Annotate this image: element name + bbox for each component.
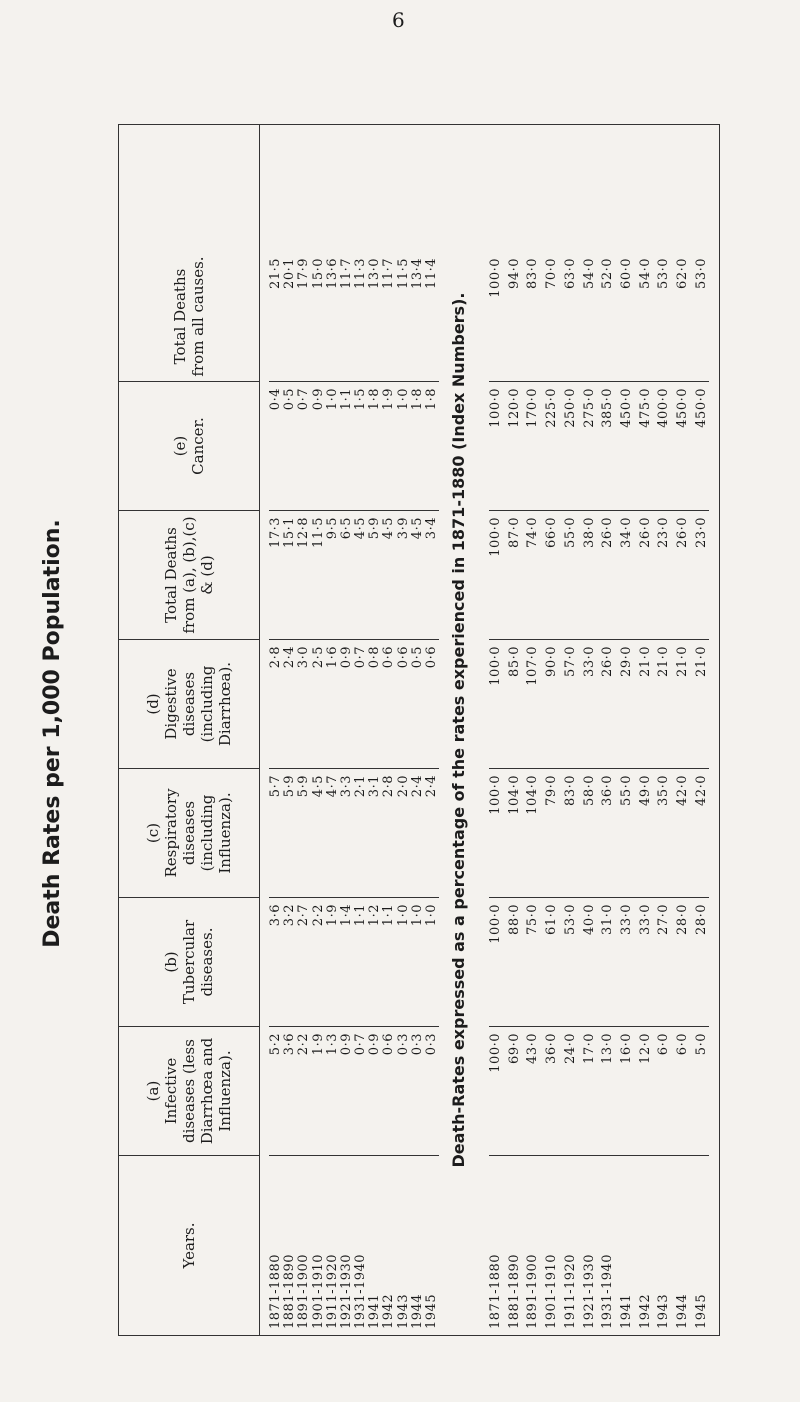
year-cell: 1911-1920 (324, 1253, 340, 1329)
column-label: Respiratory diseases (including Influenza). (162, 788, 234, 878)
year-cell: 1921-1930 (581, 1253, 597, 1329)
value-cell: 26·0 (600, 646, 616, 677)
year-cell: 1941 (619, 1293, 635, 1329)
column-header (119, 897, 259, 1026)
value-cell: 57·0 (562, 646, 578, 677)
value-cell: 0·3 (395, 1033, 411, 1056)
value-cell: 4·5 (381, 517, 397, 540)
value-column-total_abcd (269, 510, 439, 639)
value-cell: 55·0 (562, 517, 578, 548)
value-cell: 385·0 (600, 388, 616, 428)
years-column (269, 1155, 439, 1335)
value-cell: 275·0 (581, 388, 597, 428)
value-cell: 0·6 (395, 646, 411, 669)
value-cell: 33·0 (619, 904, 635, 935)
year-cell: 1871-1880 (268, 1253, 283, 1329)
value-cell: 90·0 (544, 646, 560, 677)
value-cell: 29·0 (619, 646, 635, 677)
value-cell: 100·0 (488, 646, 503, 686)
value-cell: 35·0 (656, 775, 672, 806)
value-cell: 225·0 (544, 388, 560, 428)
value-cell: 61·0 (544, 904, 560, 935)
value-cell: 0·7 (296, 388, 312, 411)
year-cell: 1945 (423, 1293, 439, 1329)
value-cell: 1·1 (353, 904, 369, 927)
value-cell: 1·4 (338, 904, 354, 927)
value-cell: 5·9 (367, 517, 383, 540)
value-cell: 60·0 (619, 258, 635, 289)
value-cell: 3·4 (423, 517, 439, 540)
value-cell: 1·0 (395, 388, 411, 411)
value-cell: 85·0 (506, 646, 522, 677)
value-cell: 2·1 (353, 775, 369, 798)
value-column-c (489, 768, 709, 897)
column-header (119, 1026, 259, 1155)
value-cell: 1·8 (423, 388, 439, 411)
column-header (119, 768, 259, 897)
value-cell: 2·4 (282, 646, 298, 669)
value-cell: 1·2 (367, 904, 383, 927)
column-header (119, 252, 259, 381)
value-cell: 17·3 (268, 517, 283, 548)
value-cell: 1·9 (310, 1033, 326, 1056)
value-cell: 26·0 (637, 517, 653, 548)
index-block (489, 125, 709, 1335)
value-cell: 0·8 (367, 646, 383, 669)
value-column-d (269, 639, 439, 768)
value-cell: 23·0 (693, 517, 709, 548)
year-cell: 1911-1920 (562, 1253, 578, 1329)
value-cell: 38·0 (581, 517, 597, 548)
value-cell: 13·0 (600, 1033, 616, 1064)
value-column-a (269, 1026, 439, 1155)
value-cell: 2·4 (409, 775, 425, 798)
value-cell: 2·2 (296, 1033, 312, 1056)
value-cell: 26·0 (600, 517, 616, 548)
value-cell: 6·0 (675, 1033, 691, 1056)
value-cell: 26·0 (675, 517, 691, 548)
value-cell: 49·0 (637, 775, 653, 806)
value-cell: 52·0 (600, 258, 616, 289)
page-title: Death Rates per 1,000 Population. (40, 519, 65, 948)
value-cell: 250·0 (562, 388, 578, 428)
value-cell: 58·0 (581, 775, 597, 806)
value-cell: 2·8 (381, 775, 397, 798)
value-cell: 0·4 (268, 388, 283, 411)
value-cell: 450·0 (693, 388, 709, 428)
column-label: Years. (180, 1222, 198, 1269)
value-cell: 100·0 (488, 258, 503, 298)
value-cell: 16·0 (619, 1033, 635, 1064)
value-cell: 0·5 (282, 388, 298, 411)
value-cell: 94·0 (506, 258, 522, 289)
value-cell: 13·4 (409, 258, 425, 289)
value-cell: 17·9 (296, 258, 312, 289)
value-cell: 100·0 (488, 1033, 503, 1073)
value-cell: 11·3 (353, 258, 369, 289)
value-cell: 1·6 (324, 646, 340, 669)
value-cell: 33·0 (581, 646, 597, 677)
value-cell: 100·0 (488, 517, 503, 557)
value-cell: 0·9 (310, 388, 326, 411)
value-cell: 3·9 (395, 517, 411, 540)
value-cell: 11·5 (395, 258, 411, 289)
value-cell: 1·8 (409, 388, 425, 411)
page-number: 6 (392, 8, 405, 32)
value-cell: 107·0 (525, 646, 541, 686)
value-cell: 100·0 (488, 388, 503, 428)
value-cell: 1·5 (353, 388, 369, 411)
year-cell: 1881-1890 (506, 1253, 522, 1329)
value-cell: 53·0 (562, 904, 578, 935)
value-cell: 100·0 (488, 775, 503, 815)
column-label: Tubercular diseases. (180, 919, 216, 1005)
value-cell: 27·0 (656, 904, 672, 935)
value-cell: 28·0 (675, 904, 691, 935)
value-cell: 0·3 (409, 1033, 425, 1056)
value-cell: 400·0 (656, 388, 672, 428)
value-cell: 104·0 (506, 775, 522, 815)
year-cell: 1944 (675, 1293, 691, 1329)
value-cell: 83·0 (562, 775, 578, 806)
value-cell: 63·0 (562, 258, 578, 289)
value-cell: 5·7 (268, 775, 283, 798)
value-cell: 36·0 (544, 1033, 560, 1064)
year-cell: 1931-1940 (353, 1253, 369, 1329)
value-cell: 42·0 (675, 775, 691, 806)
value-cell: 70·0 (544, 258, 560, 289)
column-letter: (c) (144, 822, 162, 844)
value-cell: 3·6 (282, 1033, 298, 1056)
value-cell: 20·1 (282, 258, 298, 289)
value-cell: 1·3 (324, 1033, 340, 1056)
column-label: Digestive diseases (including Diarrhœa). (162, 661, 234, 747)
value-cell: 21·0 (693, 646, 709, 677)
value-cell: 3·0 (296, 646, 312, 669)
column-letter: (e) (171, 435, 189, 457)
column-header (119, 510, 259, 639)
value-cell: 9·5 (324, 517, 340, 540)
year-cell: 1942 (637, 1293, 653, 1329)
value-cell: 0·6 (381, 1033, 397, 1056)
column-headers (119, 125, 260, 1335)
value-cell: 12·0 (637, 1033, 653, 1064)
value-cell: 2·2 (310, 904, 326, 927)
value-cell: 5·0 (693, 1033, 709, 1056)
value-column-d (489, 639, 709, 768)
value-cell: 88·0 (506, 904, 522, 935)
value-column-e (269, 381, 439, 510)
value-cell: 1·0 (395, 904, 411, 927)
value-cell: 13·6 (324, 258, 340, 289)
value-cell: 0·9 (338, 646, 354, 669)
value-cell: 28·0 (693, 904, 709, 935)
value-cell: 42·0 (693, 775, 709, 806)
value-cell: 5·2 (268, 1033, 283, 1056)
value-cell: 1·0 (423, 904, 439, 927)
value-cell: 3·3 (338, 775, 354, 798)
value-cell: 40·0 (581, 904, 597, 935)
year-cell: 1931-1940 (600, 1253, 616, 1329)
value-column-c (269, 768, 439, 897)
value-cell: 1·9 (381, 388, 397, 411)
year-cell: 1881-1890 (282, 1253, 298, 1329)
value-cell: 0·7 (353, 1033, 369, 1056)
rotated-table-page (40, 121, 730, 1346)
value-cell: 0·7 (353, 646, 369, 669)
value-cell: 21·0 (656, 646, 672, 677)
column-letter: (b) (162, 951, 180, 973)
column-label: Cancer. (189, 417, 207, 475)
value-cell: 1·0 (324, 388, 340, 411)
value-cell: 100·0 (488, 904, 503, 944)
value-cell: 5·9 (296, 775, 312, 798)
value-cell: 36·0 (600, 775, 616, 806)
value-cell: 170·0 (525, 388, 541, 428)
value-cell: 34·0 (619, 517, 635, 548)
column-header (119, 639, 259, 768)
value-cell: 3·1 (367, 775, 383, 798)
year-cell: 1921-1930 (338, 1253, 354, 1329)
value-cell: 450·0 (675, 388, 691, 428)
value-cell: 66·0 (544, 517, 560, 548)
value-column-total_all (489, 252, 709, 381)
value-cell: 24·0 (562, 1033, 578, 1064)
value-cell: 4·7 (324, 775, 340, 798)
value-cell: 21·0 (637, 646, 653, 677)
value-cell: 55·0 (619, 775, 635, 806)
value-cell: 0·9 (367, 1033, 383, 1056)
column-header (119, 381, 259, 510)
value-cell: 3·6 (268, 904, 283, 927)
value-cell: 11·7 (338, 258, 354, 289)
value-cell: 1·1 (381, 904, 397, 927)
year-cell: 1942 (381, 1293, 397, 1329)
value-cell: 21·0 (675, 646, 691, 677)
value-column-total_abcd (489, 510, 709, 639)
value-cell: 1·8 (367, 388, 383, 411)
year-cell: 1943 (656, 1293, 672, 1329)
value-cell: 450·0 (619, 388, 635, 428)
value-cell: 0·9 (338, 1033, 354, 1056)
value-cell: 13·0 (367, 258, 383, 289)
value-cell: 83·0 (525, 258, 541, 289)
value-cell: 11·5 (310, 517, 326, 548)
value-cell: 1·0 (409, 904, 425, 927)
value-cell: 2·7 (296, 904, 312, 927)
value-cell: 1·1 (338, 388, 354, 411)
year-cell: 1871-1880 (488, 1253, 503, 1329)
value-cell: 0·3 (423, 1033, 439, 1056)
value-cell: 15·1 (282, 517, 298, 548)
year-cell: 1901-1910 (310, 1253, 326, 1329)
value-cell: 3·2 (282, 904, 298, 927)
column-letter: (a) (144, 1080, 162, 1102)
value-cell: 53·0 (656, 258, 672, 289)
value-cell: 2·8 (268, 646, 283, 669)
death-rate-table (118, 124, 720, 1336)
value-cell: 75·0 (525, 904, 541, 935)
value-cell: 2·5 (310, 646, 326, 669)
value-column-a (489, 1026, 709, 1155)
value-cell: 21·5 (268, 258, 283, 289)
value-cell: 87·0 (506, 517, 522, 548)
value-cell: 11·4 (423, 258, 439, 289)
year-cell: 1943 (395, 1293, 411, 1329)
value-cell: 6·5 (338, 517, 354, 540)
value-cell: 0·5 (409, 646, 425, 669)
value-cell: 33·0 (637, 904, 653, 935)
value-cell: 104·0 (525, 775, 541, 815)
year-cell: 1891-1900 (525, 1253, 541, 1329)
rates-block (269, 125, 439, 1335)
year-cell: 1891-1900 (296, 1253, 312, 1329)
value-column-e (489, 381, 709, 510)
value-cell: 12·8 (296, 517, 312, 548)
value-cell: 54·0 (637, 258, 653, 289)
value-cell: 4·5 (310, 775, 326, 798)
value-cell: 5·9 (282, 775, 298, 798)
value-cell: 62·0 (675, 258, 691, 289)
value-cell: 15·0 (310, 258, 326, 289)
column-label: Total Deaths from (a), (b),(c) & (d) (162, 516, 216, 634)
column-letter: (d) (144, 693, 162, 715)
value-column-b (269, 897, 439, 1026)
value-cell: 6·0 (656, 1033, 672, 1056)
value-cell: 53·0 (693, 258, 709, 289)
column-header (119, 1155, 259, 1335)
value-cell: 2·0 (395, 775, 411, 798)
value-cell: 1·9 (324, 904, 340, 927)
value-cell: 17·0 (581, 1033, 597, 1064)
index-section-title: Death-Rates expressed as a percentage of the rates experienced in 1871-1880 (Index Numbers). (449, 292, 468, 1168)
year-cell: 1901-1910 (544, 1253, 560, 1329)
year-cell: 1941 (367, 1293, 383, 1329)
value-column-total_all (269, 252, 439, 381)
value-cell: 4·5 (409, 517, 425, 540)
value-column-b (489, 897, 709, 1026)
column-label: Infective diseases (less Diarrhœa and Influenza). (162, 1037, 234, 1145)
value-cell: 2·4 (423, 775, 439, 798)
year-cell: 1944 (409, 1293, 425, 1329)
value-cell: 0·6 (381, 646, 397, 669)
year-cell: 1945 (693, 1293, 709, 1329)
value-cell: 120·0 (506, 388, 522, 428)
value-cell: 74·0 (525, 517, 541, 548)
value-cell: 4·5 (353, 517, 369, 540)
value-cell: 79·0 (544, 775, 560, 806)
value-cell: 43·0 (525, 1033, 541, 1064)
years-column (489, 1155, 709, 1335)
value-cell: 54·0 (581, 258, 597, 289)
column-label: Total Deaths from all causes. (171, 256, 207, 377)
value-cell: 0·6 (423, 646, 439, 669)
value-cell: 31·0 (600, 904, 616, 935)
value-cell: 475·0 (637, 388, 653, 428)
value-cell: 23·0 (656, 517, 672, 548)
value-cell: 11·7 (381, 258, 397, 289)
value-cell: 69·0 (506, 1033, 522, 1064)
